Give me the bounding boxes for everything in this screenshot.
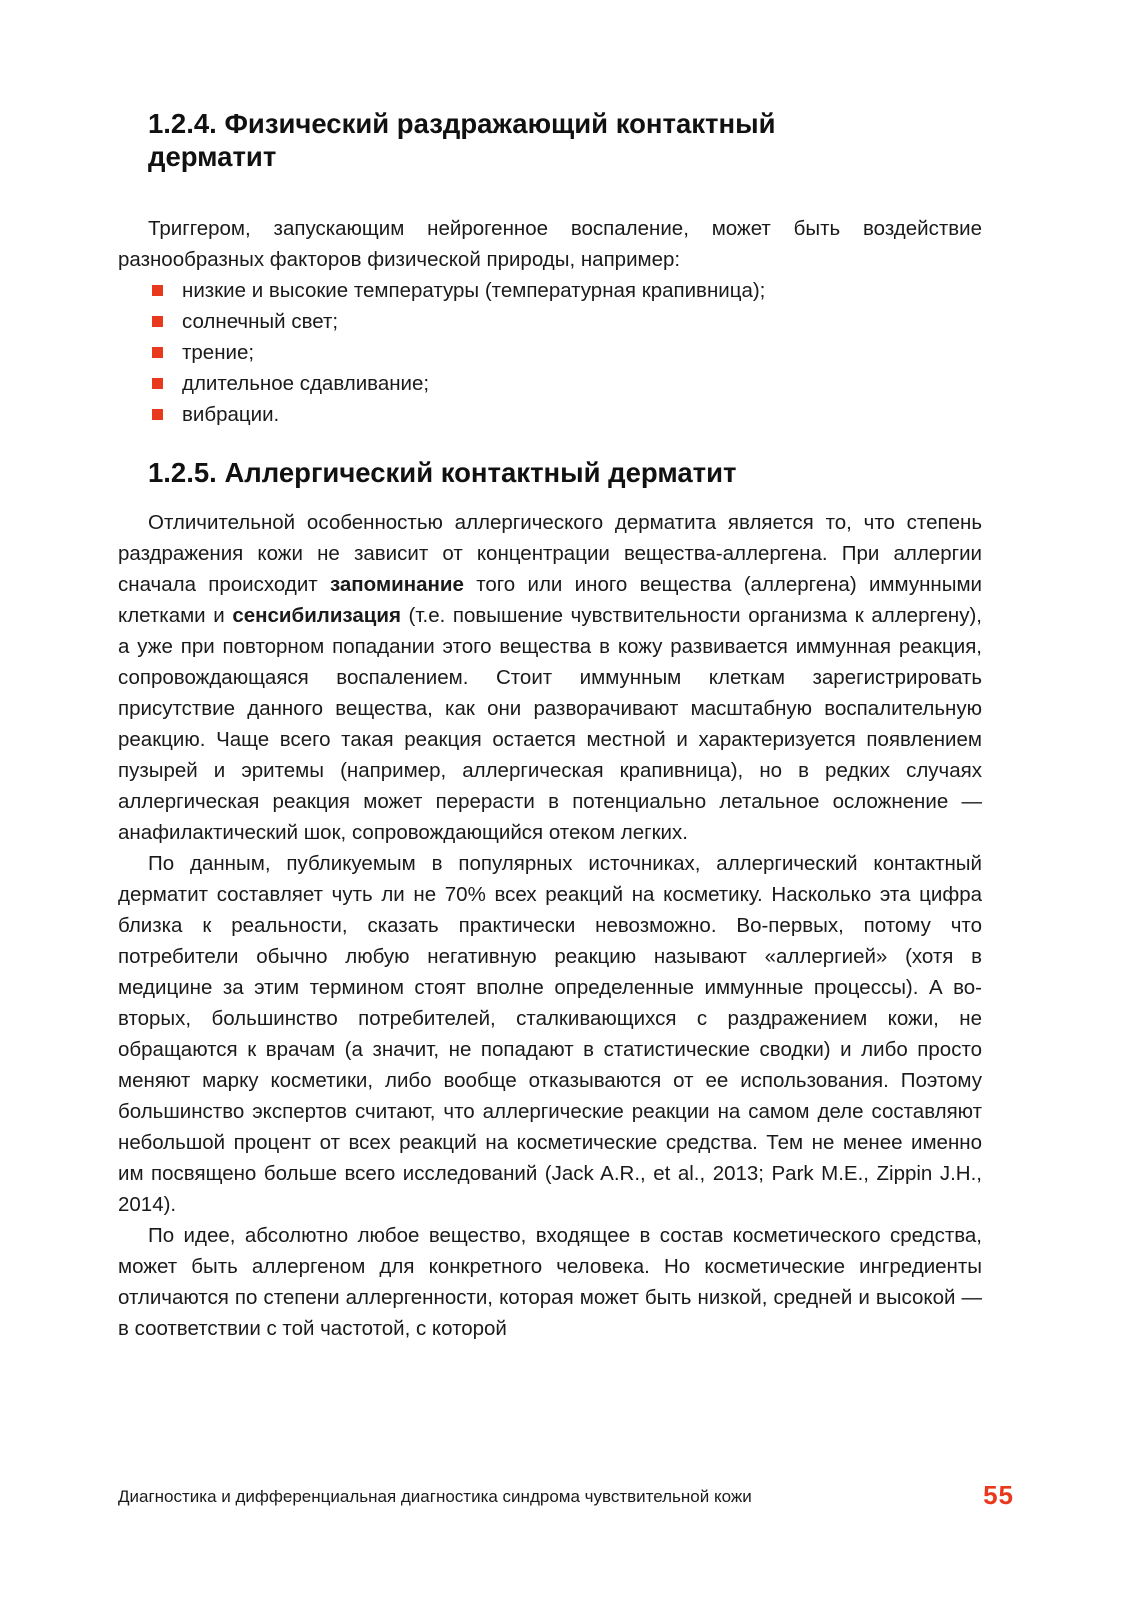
list-item-text: вибрации. (182, 403, 280, 426)
list-item (118, 337, 982, 368)
body-paragraph-2: По данным, публикуемым в популярных источниках, аллергический контактный дерматит составляет чуть ли не 70% всех реакций на косметику. Насколько эта цифра близка к реальности, сказать практически невозможно. Во-первых, потому что потребители обычно любую негативную реакцию называют «аллергией» (хотя в медицине за этим термином стоят вполне определенные иммунные процессы). А во-вторых, большинство потребителей, сталкивающихся с раздражением кожи, не обращаются к врачам (а значит, не попадают в статистические сводки) и либо просто меняют марку косметики, либо вообще отказываются от ее использования. Поэтому большинство экспертов считают, что аллергические реакции на самом деле составляют небольшой процент от всех реакций на косметические средства. Тем не менее именно им посвящено больше всего исследований (Jack A.R., et al., 2013; Park M.E., Zippin J.H., 2014). (118, 852, 982, 1216)
list-item (118, 368, 982, 399)
page-number: 55 (983, 1480, 1014, 1510)
text-run: (т.е. повышение чувствительности организма к аллергену), а уже при повторном попадании этого вещества в кожу развивается иммунная реакция, сопровождающаяся воспалением. Стоит иммунным клеткам зарегистрировать присутствие данного вещества, как они разворачивают масштабную воспалительную реакцию. Чаще всего такая реакция остается местной и характеризуется появлением пузырей и эритемы (например, аллергическая крапивница), но в редких случаях аллергическая реакция может перерасти в потенциально летальное осложнение — анафилактический шок, сопровождающийся отеком легких. (118, 604, 982, 844)
bullet-square-icon (152, 409, 163, 420)
bullet-square-icon (152, 316, 163, 327)
page-content (118, 100, 982, 1344)
list-item (118, 306, 982, 337)
bullet-list (118, 275, 982, 430)
list-item-text: длительное сдавливание; (182, 372, 430, 395)
list-item-text: низкие и высокие температуры (температурная крапивница); (182, 279, 766, 302)
heading-line-2: дерматит (148, 141, 277, 172)
section-heading-1-2-4 (118, 107, 982, 173)
list-item-text: трение; (182, 341, 255, 364)
text-run: Отличительной особенностью аллергического дерматита является то, что степень раздражения кожи не зависит от концентрации вещества-аллергена. При аллергии сначала происходит (118, 511, 982, 596)
bullet-square-icon (152, 285, 163, 296)
section-heading-1-2-5: 1.2.5. Аллергический контактный дерматит (148, 457, 737, 488)
list-item (118, 275, 982, 306)
bullet-square-icon (152, 347, 163, 358)
list-item-text: солнечный свет; (182, 310, 339, 333)
running-title: Диагностика и дифференциальная диагностика синдрома чувствительной кожи (118, 1487, 752, 1506)
text-run: того или иного вещества (аллергена) иммунными клетками и (118, 573, 982, 627)
bold-term-sensitization: сенсибилизация (232, 604, 401, 627)
body-paragraph-3: По идее, абсолютно любое вещество, входящее в состав косметического средства, может быть аллергеном для конкретного человека. Но косметические ингредиенты отличаются по степени аллергенности, которая может быть низкой, средней и высокой — в соответствии с той частотой, с которой (118, 1224, 982, 1340)
list-item (118, 399, 982, 430)
heading-line-1: 1.2.4. Физический раздражающий контактный (148, 108, 776, 139)
bold-term-memorization: запоминание (329, 573, 464, 596)
body-paragraph-1 (118, 507, 982, 848)
bullet-square-icon (152, 378, 163, 389)
page-footer (118, 1480, 1014, 1510)
intro-paragraph: Триггером, запускающим нейрогенное воспаление, может быть воздействие разнообразных факторов физической природы, например: (118, 217, 982, 271)
